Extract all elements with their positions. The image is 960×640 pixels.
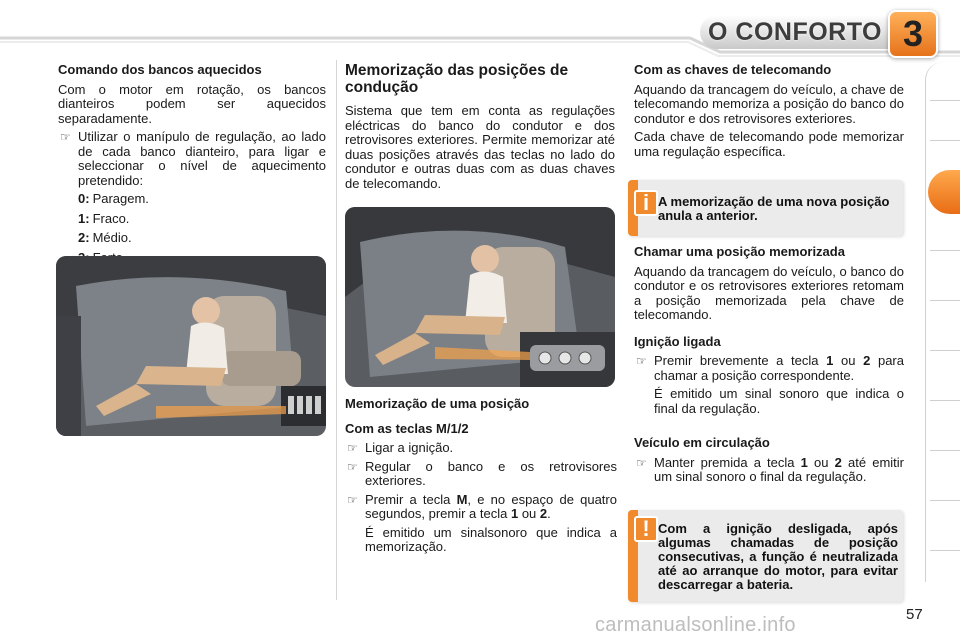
chapter-title: O CONFORTO (700, 15, 890, 49)
subsection-heading: Veículo em circulação (634, 435, 770, 450)
chapter-tab[interactable] (930, 250, 960, 251)
paragraph: É emitido um sinal sonoro que indica o final da regulação. (654, 386, 904, 416)
pointing-hand-icon: ☞ (60, 130, 71, 144)
section-heading: Com as chaves de telecomando (634, 62, 832, 77)
info-icon: i (634, 190, 658, 216)
chapter-tab[interactable] (930, 500, 960, 501)
subsection-heading: Ignição ligada (634, 333, 721, 349)
recall-position-section (634, 245, 904, 489)
chapter-tab[interactable] (930, 400, 960, 401)
bullet-item: ☞ Premir a tecla M, e no espaço de quatro segundos, premir a tecla 1 ou 2. (347, 491, 617, 521)
paragraph: Com o motor em rotação, os bancos dianteiros podem ser aquecidos separadamente. (58, 81, 326, 126)
bullet-item: ☞ Regular o banco e os retrovisores exteriores. (347, 458, 617, 488)
pointing-hand-icon: ☞ (347, 459, 358, 474)
heat-level-2: 2: Médio. (78, 230, 132, 245)
paragraph: É emitido um sinalsonoro que indica a memorização. (365, 524, 617, 554)
chapter-tab[interactable] (930, 100, 960, 101)
heated-seats-section (58, 63, 326, 270)
memory-buttons-photo (345, 207, 615, 387)
heated-seat-photo (56, 256, 326, 436)
pointing-hand-icon: ☞ (636, 354, 647, 368)
bullet-item: ☞ Manter premida a tecla 1 ou 2 até emitir um sinal sonoro o final da regulação. (636, 454, 904, 484)
paragraph: Aquando da trancagem do veículo, a chave de telecomando memoriza a posição do banco do condutor e dos retrovisores exteriores. (634, 81, 904, 126)
page-number: 57 (906, 606, 923, 623)
subsection-heading: Com as teclas M/1/2 (345, 420, 469, 436)
warning-note: ! Com a ignição desligada, após algumas chamadas de posição consecutivas, a função é neutralizada até ao arranque do motor, para evitar descarregar a bateria. (628, 510, 903, 602)
pointing-hand-icon: ☞ (347, 441, 358, 455)
driving-position-section (345, 62, 615, 195)
exclamation-icon: ! (634, 516, 658, 542)
memorize-position-section (345, 397, 617, 559)
chapter-number-badge: 3 (888, 10, 938, 58)
chapter-tab[interactable] (930, 550, 960, 551)
remote-key-section (634, 63, 904, 163)
paragraph: Aquando da trancagem do veículo, o banco do condutor e os retrovisores exteriores retomam a posição memorizada pela chave de telecomando. (634, 263, 904, 322)
pointing-hand-icon: ☞ (636, 455, 647, 470)
section-heading: Memorização de uma posição (345, 396, 530, 411)
chapter-tab[interactable] (930, 350, 960, 351)
heat-level-1: 1: Fraco. (78, 210, 130, 226)
section-heading: Comando dos bancos aquecidos (58, 62, 262, 77)
bullet-item: ☞ Premir brevemente a tecla 1 ou 2 para chamar a posição correspondente. (636, 353, 904, 383)
paragraph: Sistema que tem em conta as regulações eléctricas do banco do condutor e dos retrovisores exteriores. Permite memorizar até duas posições através das teclas no lado do condutor e outras duas com as duas chaves de telecomando. (345, 103, 615, 191)
watermark: carmanualsonline.info (595, 614, 796, 636)
column-divider (336, 60, 337, 600)
bullet-item: ☞ Ligar a ignição. (347, 440, 454, 455)
pointing-hand-icon: ☞ (347, 492, 358, 507)
heat-level-0: 0: Paragem. (78, 191, 149, 206)
chapter-tab[interactable] (930, 450, 960, 451)
section-heading: Chamar uma posição memorizada (634, 244, 845, 259)
info-note: i A memorização de uma nova posição anula a anterior. (628, 180, 903, 236)
section-heading: Memorização das posições de condução (345, 62, 569, 96)
paragraph: Cada chave de telecomando pode memorizar uma regulação específica. (634, 129, 904, 159)
chapter-tab[interactable] (930, 140, 960, 141)
chapter-tab[interactable] (930, 300, 960, 301)
bullet-item: ☞ Utilizar o manípulo de regulação, ao lado de cada banco dianteiro, para ligar e seleccionar o nível de aquecimento pretendido: (60, 129, 326, 188)
